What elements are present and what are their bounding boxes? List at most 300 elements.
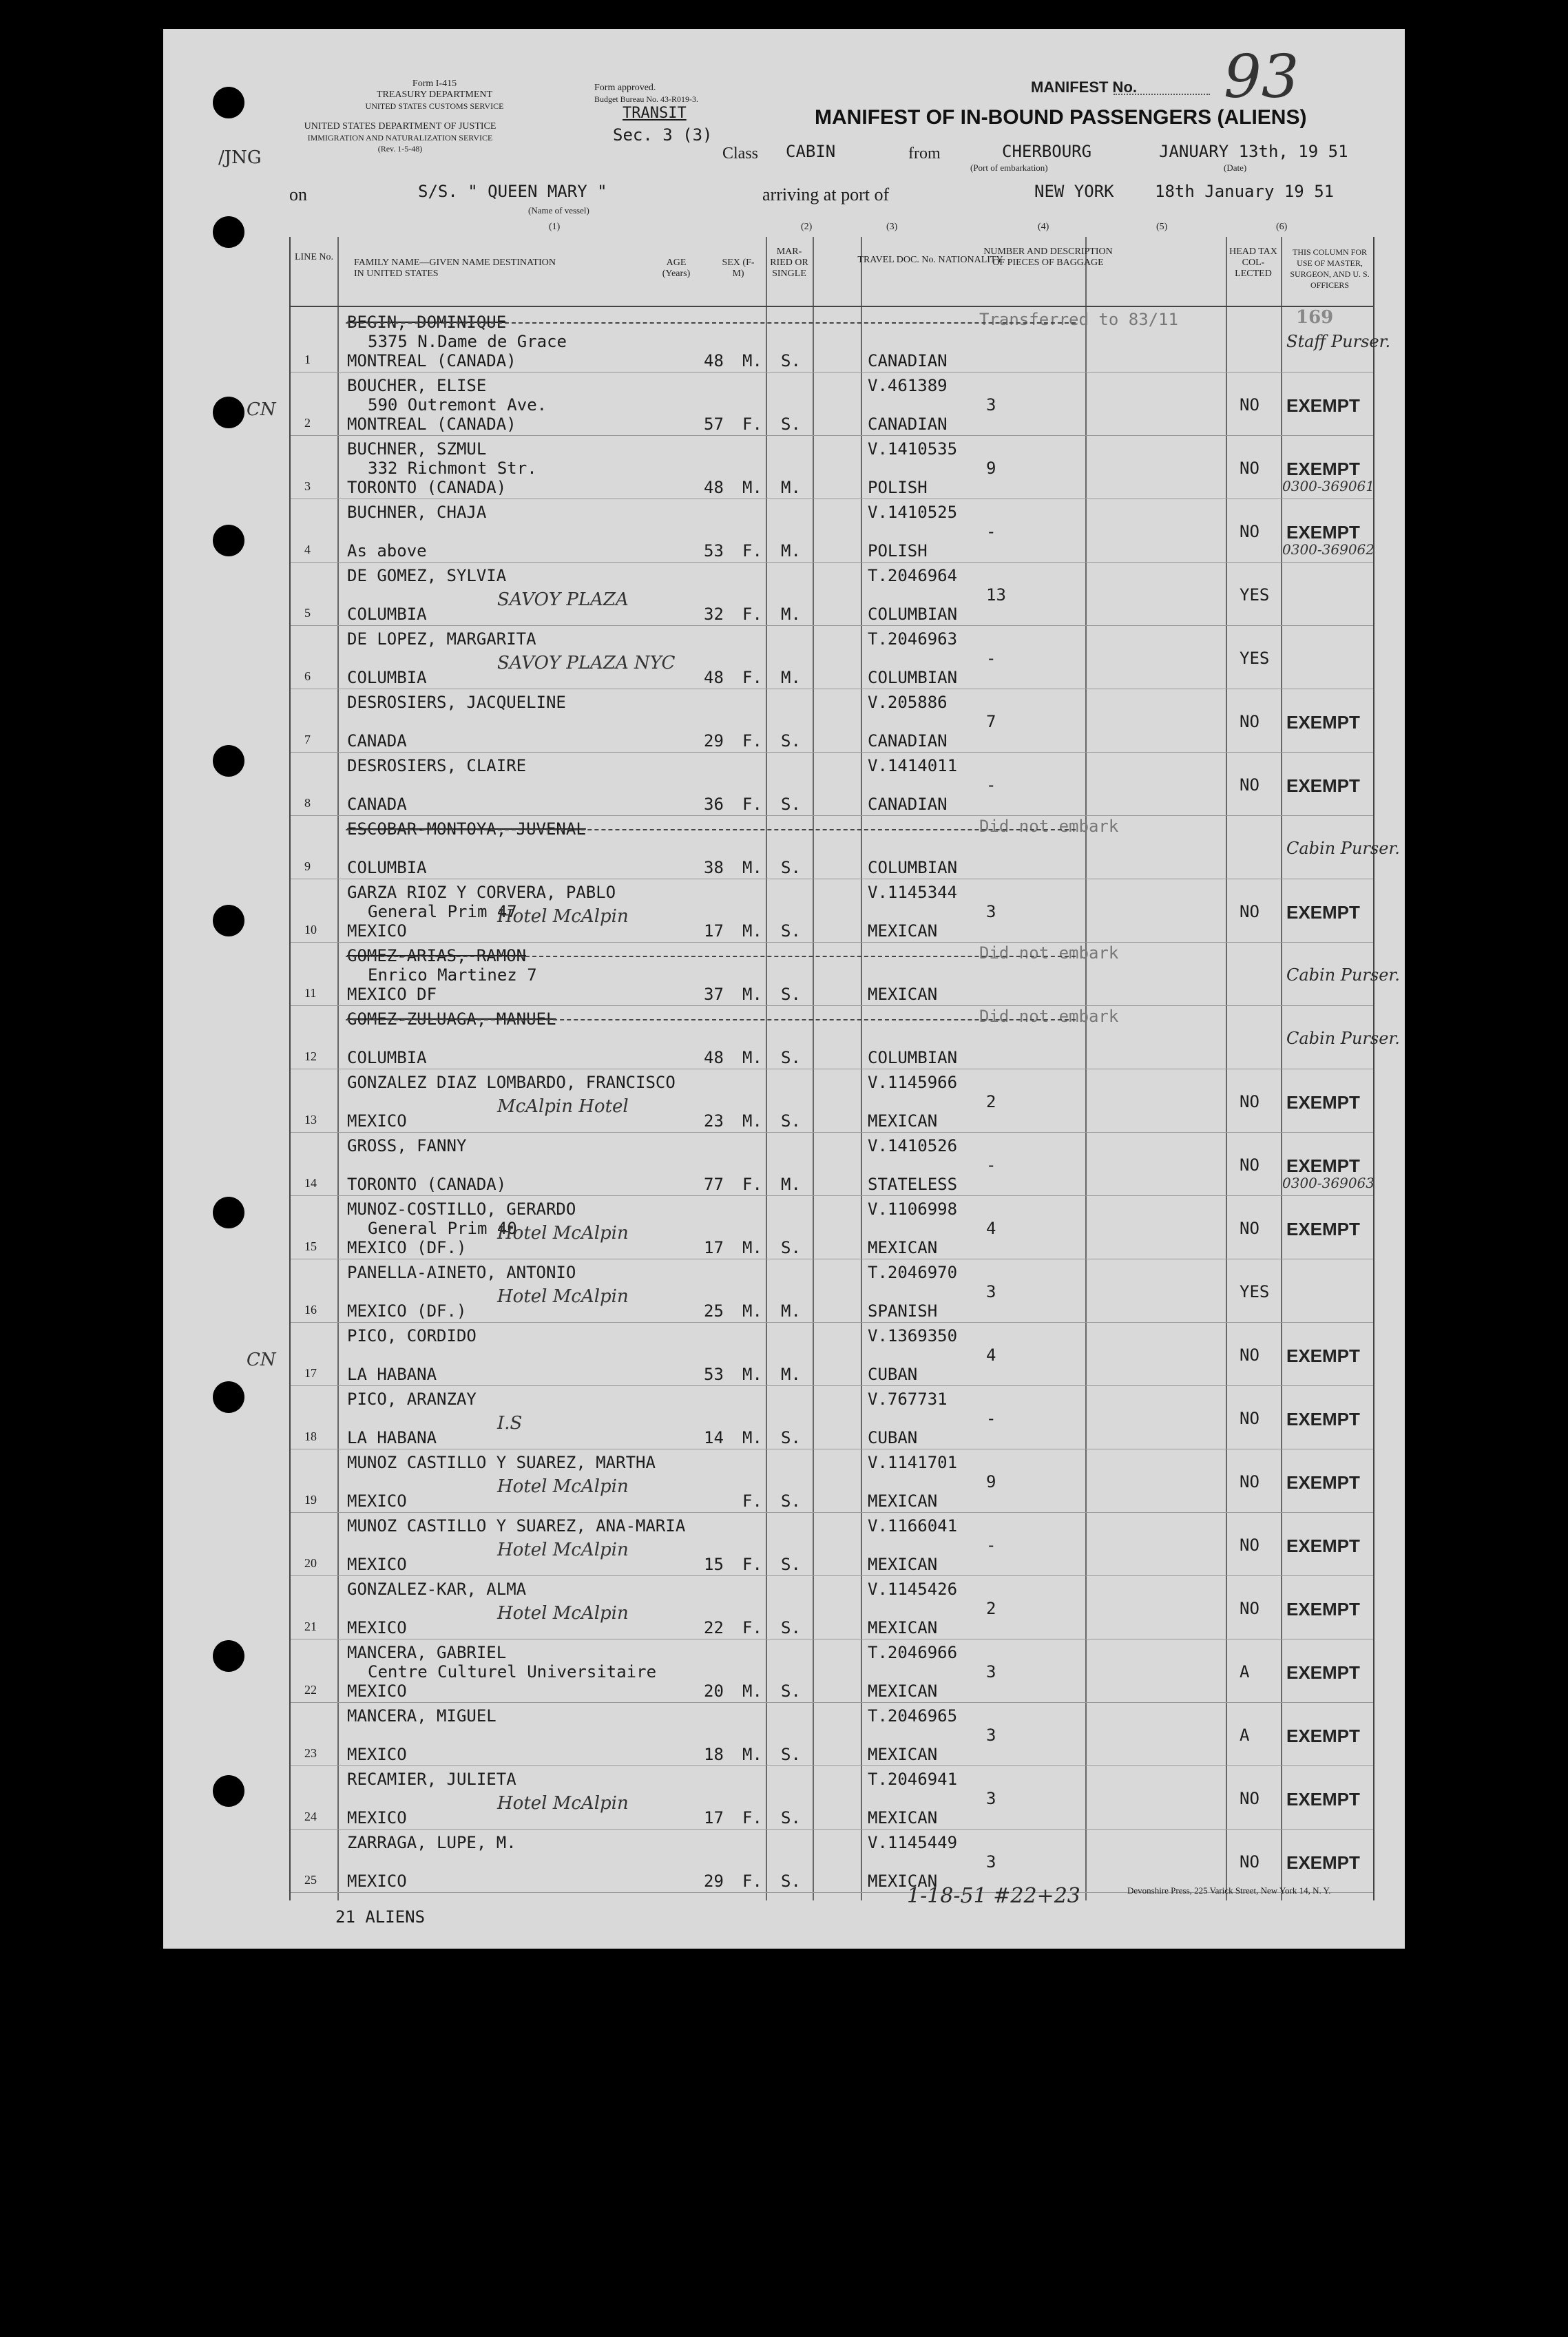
handwritten-note: CN bbox=[247, 399, 276, 420]
table-row bbox=[291, 1829, 1373, 1893]
passenger-name: GARZA RIOZ Y CORVERA, PABLO bbox=[347, 883, 616, 902]
line-number: 7 bbox=[304, 733, 311, 746]
officer-remark: EXEMPT bbox=[1286, 1536, 1360, 1556]
table-row bbox=[291, 1259, 1373, 1323]
table-row bbox=[291, 1195, 1373, 1259]
line-number: 4 bbox=[304, 543, 311, 556]
budget-bureau: Budget Bureau No. 43-R019-3. bbox=[594, 94, 698, 104]
destination: MONTREAL (CANADA) bbox=[347, 351, 516, 370]
address-line: Enrico Martinez 7 bbox=[368, 965, 537, 985]
age: 37 bbox=[704, 985, 724, 1004]
travel-doc-number: T.2046964 bbox=[868, 566, 958, 585]
travel-doc-number: T.2046941 bbox=[868, 1770, 958, 1789]
baggage: 3 bbox=[986, 1662, 996, 1681]
handwritten-note: Hotel McAlpin bbox=[497, 1286, 629, 1307]
destination: LA HABANA bbox=[347, 1428, 437, 1447]
marital-status: S. bbox=[781, 731, 801, 751]
table-row bbox=[291, 1702, 1373, 1766]
manifest-no-label: MANIFEST No. bbox=[1031, 78, 1137, 96]
officer-remark: EXEMPT bbox=[1286, 1472, 1360, 1493]
passenger-name: PANELLA-AINETO, ANTONIO bbox=[347, 1263, 576, 1282]
table-row bbox=[291, 499, 1373, 563]
marital-status: S. bbox=[781, 1681, 801, 1701]
baggage: 2 bbox=[986, 1599, 996, 1618]
passenger-name: DESROSIERS, CLAIRE bbox=[347, 756, 527, 775]
age: 77 bbox=[704, 1175, 724, 1194]
travel-doc-number: V.1145966 bbox=[868, 1073, 958, 1092]
travel-doc-number: V.1145344 bbox=[868, 883, 958, 902]
vessel-caption: (Name of vessel) bbox=[528, 205, 589, 216]
sex: M. bbox=[742, 858, 762, 877]
age: 17 bbox=[704, 1238, 724, 1257]
age: 15 bbox=[704, 1555, 724, 1574]
arrival-port: NEW YORK bbox=[1034, 182, 1114, 201]
sex: F. bbox=[742, 415, 762, 434]
sex: F. bbox=[742, 1808, 762, 1827]
officer-remark: Cabin Purser. bbox=[1286, 1029, 1400, 1048]
head-tax: NO bbox=[1240, 775, 1259, 795]
passenger-name: GOMEZ-ARIAS, RAMON bbox=[347, 946, 527, 965]
line-number: 24 bbox=[304, 1810, 317, 1823]
nationality: MEXICAN bbox=[868, 1618, 938, 1637]
baggage: 3 bbox=[986, 1789, 996, 1808]
baggage: 3 bbox=[986, 1726, 996, 1745]
marital-status: S. bbox=[781, 1428, 801, 1447]
manifest-number: 93 bbox=[1224, 43, 1299, 112]
passenger-name: DESROSIERS, JACQUELINE bbox=[347, 693, 566, 712]
officer-remark: EXEMPT bbox=[1286, 1852, 1360, 1873]
baggage: 9 bbox=[986, 459, 996, 478]
age: 48 bbox=[704, 478, 724, 497]
passenger-name: PICO, ARANZAY bbox=[347, 1390, 477, 1409]
officer-remark: EXEMPT bbox=[1286, 1092, 1360, 1113]
col-number-3: (3) bbox=[886, 222, 898, 232]
table-row bbox=[291, 1069, 1373, 1133]
sex: M. bbox=[742, 1428, 762, 1447]
departure-date: JANUARY 13th, 19 51 bbox=[1159, 142, 1348, 161]
col-number-6: (6) bbox=[1276, 222, 1288, 232]
travel-doc-number: V.1141701 bbox=[868, 1453, 958, 1472]
form-approved: Form approved. bbox=[594, 83, 656, 93]
baggage: 3 bbox=[986, 1852, 996, 1872]
justice-dept: UNITED STATES DEPARTMENT OF JUSTICE bbox=[304, 121, 496, 132]
marital-status: S. bbox=[781, 1872, 801, 1891]
marital-status: S. bbox=[781, 1111, 801, 1131]
destination: MEXICO bbox=[347, 921, 407, 941]
officer-remark: EXEMPT bbox=[1286, 1155, 1360, 1176]
passenger-table bbox=[247, 237, 1400, 1900]
destination: MEXICO bbox=[347, 1745, 407, 1764]
marital-status: S. bbox=[781, 351, 801, 370]
travel-doc-number: V.1369350 bbox=[868, 1326, 958, 1345]
age: 23 bbox=[704, 1111, 724, 1131]
handwritten-note: Hotel McAlpin bbox=[497, 1476, 629, 1497]
age: 57 bbox=[704, 415, 724, 434]
nationality: CANADIAN bbox=[868, 415, 948, 434]
punch-hole bbox=[213, 1640, 244, 1672]
col-header-married: MAR-RIED OR SINGLE bbox=[770, 247, 808, 279]
line-number: 6 bbox=[304, 669, 311, 683]
travel-doc-number: T.2046966 bbox=[868, 1643, 958, 1662]
margin-initials: /JNG bbox=[218, 147, 262, 168]
handwritten-note: SAVOY PLAZA bbox=[497, 589, 629, 610]
age: 17 bbox=[704, 1808, 724, 1827]
age: 48 bbox=[704, 668, 724, 687]
officer-remark: EXEMPT bbox=[1286, 1219, 1360, 1239]
immigration-service: IMMIGRATION AND NATURALIZATION SERVICE bbox=[307, 133, 493, 143]
marital-status: S. bbox=[781, 1555, 801, 1574]
travel-doc-number: V.1145449 bbox=[868, 1833, 958, 1852]
from-label: from bbox=[908, 145, 941, 163]
officer-remark: EXEMPT bbox=[1286, 1345, 1360, 1366]
passenger-name: ZARRAGA, LUPE, M. bbox=[347, 1833, 516, 1852]
head-tax: YES bbox=[1240, 1282, 1270, 1301]
baggage: Transferred to 83/11 bbox=[979, 310, 1178, 329]
punch-hole bbox=[213, 905, 244, 936]
handwritten-footer-note: 1-18-51 #22+23 bbox=[907, 1884, 1080, 1908]
head-tax: NO bbox=[1240, 1092, 1259, 1111]
manifest-page bbox=[163, 29, 1405, 1949]
col-header-travel-doc: TRAVEL DOC. No. NATIONALITY bbox=[857, 255, 1003, 265]
nationality: MEXICAN bbox=[868, 1872, 938, 1891]
line-number: 23 bbox=[304, 1746, 317, 1760]
travel-doc-number: V.767731 bbox=[868, 1390, 948, 1409]
sex: F. bbox=[742, 1555, 762, 1574]
on-label: on bbox=[289, 185, 307, 205]
line-number: 8 bbox=[304, 796, 311, 810]
punch-hole bbox=[213, 525, 244, 556]
handwritten-note: 0300-369061 bbox=[1282, 478, 1375, 494]
age: 29 bbox=[704, 1872, 724, 1891]
strike-dash-line bbox=[346, 956, 1076, 957]
baggage: 9 bbox=[986, 1472, 996, 1491]
punch-hole bbox=[213, 745, 244, 777]
table-row bbox=[291, 435, 1373, 499]
table-row bbox=[291, 1005, 1400, 1069]
column-headers bbox=[291, 237, 1373, 307]
sex: M. bbox=[742, 1238, 762, 1257]
address-line: Centre Culturel Universitaire bbox=[368, 1662, 657, 1681]
passenger-name: BUCHNER, SZMUL bbox=[347, 439, 487, 459]
nationality: MEXICAN bbox=[868, 921, 938, 941]
port-caption: (Port of embarkation) bbox=[970, 163, 1048, 173]
line-number: 5 bbox=[304, 606, 311, 620]
age: 48 bbox=[704, 1048, 724, 1067]
nationality: MEXICAN bbox=[868, 1238, 938, 1257]
destination: COLUMBIA bbox=[347, 605, 427, 624]
passenger-name: ESCOBAR-MONTOYA, JUVENAL bbox=[347, 819, 586, 839]
handwritten-note: I.S bbox=[497, 1413, 523, 1434]
baggage: - bbox=[986, 775, 996, 795]
passenger-name: MANCERA, GABRIEL bbox=[347, 1643, 507, 1662]
col-header-officers: THIS COLUMN FOR USE OF MASTER, SURGEON, AND U. S. OFFICERS bbox=[1290, 247, 1370, 290]
table-row bbox=[291, 689, 1373, 753]
punch-hole bbox=[213, 1381, 244, 1413]
address-line: General Prim 40 bbox=[368, 1219, 517, 1238]
class-value: CABIN bbox=[786, 142, 836, 161]
officer-remark: EXEMPT bbox=[1286, 459, 1360, 479]
officer-remark: EXEMPT bbox=[1286, 712, 1360, 733]
destination: COLUMBIA bbox=[347, 858, 427, 877]
travel-doc-number: V.1145426 bbox=[868, 1580, 958, 1599]
baggage: 3 bbox=[986, 395, 996, 415]
nationality: COLUMBIAN bbox=[868, 1048, 958, 1067]
handwritten-note: CN bbox=[247, 1350, 276, 1370]
nationality: CANADIAN bbox=[868, 731, 948, 751]
destination: As above bbox=[347, 541, 427, 560]
line-number: 18 bbox=[304, 1429, 317, 1443]
nationality: MEXICAN bbox=[868, 1555, 938, 1574]
section-label: Sec. 3 (3) bbox=[613, 125, 713, 145]
handwritten-note: Hotel McAlpin bbox=[497, 906, 629, 927]
baggage: Did not embark bbox=[979, 943, 1119, 963]
table-row bbox=[247, 372, 1373, 436]
form-number: Form I-415 bbox=[412, 78, 457, 89]
travel-doc-number: T.2046965 bbox=[868, 1706, 958, 1726]
table-row bbox=[291, 1639, 1373, 1703]
date-caption: (Date) bbox=[1224, 163, 1247, 173]
baggage: - bbox=[986, 1536, 996, 1555]
manifest-no-line bbox=[1114, 94, 1210, 95]
class-label: Class bbox=[722, 145, 759, 163]
head-tax: NO bbox=[1240, 712, 1259, 731]
nationality: CUBAN bbox=[868, 1428, 918, 1447]
line-number: 21 bbox=[304, 1620, 317, 1633]
table-row bbox=[291, 625, 1373, 689]
line-number: 13 bbox=[304, 1113, 317, 1126]
baggage: Did not embark bbox=[979, 1007, 1119, 1026]
destination: COLUMBIA bbox=[347, 668, 427, 687]
head-tax: NO bbox=[1240, 522, 1259, 541]
officer-remark: EXEMPT bbox=[1286, 395, 1360, 416]
nationality: MEXICAN bbox=[868, 985, 938, 1004]
sex: M. bbox=[742, 921, 762, 941]
head-tax: YES bbox=[1240, 585, 1270, 605]
officer-remark: EXEMPT bbox=[1286, 522, 1360, 543]
customs-service: UNITED STATES CUSTOMS SERVICE bbox=[365, 101, 504, 111]
officer-remark: EXEMPT bbox=[1286, 1409, 1360, 1429]
head-tax: NO bbox=[1240, 1345, 1259, 1365]
passenger-name: RECAMIER, JULIETA bbox=[347, 1770, 516, 1789]
line-number: 20 bbox=[304, 1556, 317, 1570]
line-number: 10 bbox=[304, 923, 317, 936]
table-row bbox=[291, 815, 1400, 879]
head-tax: NO bbox=[1240, 1599, 1259, 1618]
marital-status: M. bbox=[781, 605, 801, 624]
sex: M. bbox=[742, 478, 762, 497]
col-header-head-tax: HEAD TAX COL-LECTED bbox=[1229, 247, 1277, 279]
nationality: SPANISH bbox=[868, 1301, 938, 1321]
age: 32 bbox=[704, 605, 724, 624]
treasury-dept: TREASURY DEPARTMENT bbox=[376, 90, 493, 100]
nationality: CANADIAN bbox=[868, 795, 948, 814]
marital-status: M. bbox=[781, 668, 801, 687]
passenger-name: BOUCHER, ELISE bbox=[347, 376, 487, 395]
line-number: 19 bbox=[304, 1493, 317, 1507]
passenger-name: MUNOZ CASTILLO Y SUAREZ, ANA-MARIA bbox=[347, 1516, 686, 1536]
line-number: 16 bbox=[304, 1303, 317, 1317]
sex: M. bbox=[742, 1365, 762, 1384]
punch-hole bbox=[213, 1197, 244, 1228]
nationality: STATELESS bbox=[868, 1175, 958, 1194]
travel-doc-number: V.1410526 bbox=[868, 1136, 958, 1155]
handwritten-note: 0300-369062 bbox=[1282, 541, 1375, 558]
handwritten-note: Hotel McAlpin bbox=[497, 1603, 629, 1624]
sex: F. bbox=[742, 795, 762, 814]
passenger-name: GOMEZ-ZULUAGA, MANUEL bbox=[347, 1009, 556, 1029]
vessel-name: S/S. " QUEEN MARY " bbox=[418, 182, 607, 201]
marital-status: S. bbox=[781, 1808, 801, 1827]
port-of-embarkation: CHERBOURG bbox=[1002, 142, 1092, 161]
col-header-age: AGE (Years) bbox=[662, 258, 691, 279]
age: 22 bbox=[704, 1618, 724, 1637]
baggage: 3 bbox=[986, 1282, 996, 1301]
nationality: MEXICAN bbox=[868, 1681, 938, 1701]
col-header-name: FAMILY NAME—GIVEN NAME DESTINATION IN UNITED STATES bbox=[354, 258, 556, 279]
sex: F. bbox=[742, 731, 762, 751]
age: 18 bbox=[704, 1745, 724, 1764]
marital-status: M. bbox=[781, 541, 801, 560]
handwritten-note: Hotel McAlpin bbox=[497, 1540, 629, 1560]
handwritten-note: 0300-369063 bbox=[1282, 1175, 1375, 1191]
handwritten-note: Hotel McAlpin bbox=[497, 1793, 629, 1814]
sex: M. bbox=[742, 985, 762, 1004]
head-tax: NO bbox=[1240, 902, 1259, 921]
marital-status: S. bbox=[781, 1238, 801, 1257]
destination: CANADA bbox=[347, 731, 407, 751]
destination: MEXICO bbox=[347, 1872, 407, 1891]
line-number: 12 bbox=[304, 1049, 317, 1063]
nationality: CANADIAN bbox=[868, 351, 948, 370]
col-number-1: (1) bbox=[549, 222, 561, 232]
baggage: 2 bbox=[986, 1092, 996, 1111]
destination: MEXICO bbox=[347, 1111, 407, 1131]
sex: F. bbox=[742, 1872, 762, 1891]
sex: F. bbox=[742, 541, 762, 560]
passenger-name: GROSS, FANNY bbox=[347, 1136, 467, 1155]
nationality: MEXICAN bbox=[868, 1745, 938, 1764]
officer-remark: Cabin Purser. bbox=[1286, 965, 1400, 985]
aliens-total: 21 ALIENS bbox=[335, 1907, 426, 1927]
sex: M. bbox=[742, 1048, 762, 1067]
head-tax: NO bbox=[1240, 1852, 1259, 1872]
line-number: 11 bbox=[304, 986, 317, 1000]
line-number: 1 bbox=[304, 353, 311, 366]
handwritten-note: Hotel McAlpin bbox=[497, 1223, 629, 1244]
officer-remark: EXEMPT bbox=[1286, 1726, 1360, 1746]
head-tax: NO bbox=[1240, 459, 1259, 478]
strike-dash-line bbox=[346, 829, 1076, 830]
officer-remark: Cabin Purser. bbox=[1286, 839, 1400, 858]
head-tax: YES bbox=[1240, 649, 1270, 668]
destination: CANADA bbox=[347, 795, 407, 814]
col-header-line: LINE No. bbox=[295, 252, 333, 262]
destination: LA HABANA bbox=[347, 1365, 437, 1384]
nationality: MEXICAN bbox=[868, 1491, 938, 1511]
officer-remark: EXEMPT bbox=[1286, 775, 1360, 796]
destination: MEXICO bbox=[347, 1491, 407, 1511]
passenger-name: BEGIN, DOMINIQUE bbox=[347, 313, 507, 332]
line-number: 9 bbox=[304, 859, 311, 873]
destination: TORONTO (CANADA) bbox=[347, 1175, 507, 1194]
form-revision: (Rev. 1-5-48) bbox=[377, 144, 423, 154]
destination: COLUMBIA bbox=[347, 1048, 427, 1067]
line-number: 17 bbox=[304, 1366, 317, 1380]
sex: M. bbox=[742, 1681, 762, 1701]
line-number: 15 bbox=[304, 1239, 317, 1253]
sex: M. bbox=[742, 1301, 762, 1321]
table-row bbox=[291, 1512, 1373, 1576]
punch-hole bbox=[213, 397, 244, 428]
marital-status: S. bbox=[781, 1745, 801, 1764]
age: 48 bbox=[704, 351, 724, 370]
nationality: MEXICAN bbox=[868, 1808, 938, 1827]
officer-remark: EXEMPT bbox=[1286, 902, 1360, 923]
address-line: General Prim 47 bbox=[368, 902, 517, 921]
nationality: POLISH bbox=[868, 541, 928, 560]
travel-doc-number: T.2046970 bbox=[868, 1263, 958, 1282]
destination: MONTREAL (CANADA) bbox=[347, 415, 516, 434]
head-tax: NO bbox=[1240, 1472, 1259, 1491]
destination: MEXICO bbox=[347, 1681, 407, 1701]
passenger-name: DE LOPEZ, MARGARITA bbox=[347, 629, 536, 649]
age: 53 bbox=[704, 1365, 724, 1384]
destination: MEXICO (DF.) bbox=[347, 1238, 467, 1257]
transit-label: TRANSIT bbox=[623, 105, 687, 122]
col-number-5: (5) bbox=[1156, 222, 1168, 232]
officer-remark: Staff Purser. bbox=[1286, 332, 1391, 351]
marital-status: S. bbox=[781, 415, 801, 434]
sex: F. bbox=[742, 668, 762, 687]
table-row bbox=[291, 752, 1373, 816]
travel-doc-number: V.1410525 bbox=[868, 503, 958, 522]
passenger-name: MUNOZ-COSTILLO, GERARDO bbox=[347, 1199, 576, 1219]
marital-status: M. bbox=[781, 478, 801, 497]
col-number-4: (4) bbox=[1038, 222, 1049, 232]
punch-hole bbox=[213, 87, 244, 118]
table-row bbox=[291, 1575, 1373, 1639]
passenger-name: PICO, CORDIDO bbox=[347, 1326, 477, 1345]
destination: MEXICO DF bbox=[347, 985, 437, 1004]
passenger-name: GONZALEZ DIAZ LOMBARDO, FRANCISCO bbox=[347, 1073, 676, 1092]
table-row bbox=[247, 1322, 1373, 1386]
arriving-label: arriving at port of bbox=[762, 185, 890, 205]
head-tax: NO bbox=[1240, 1219, 1259, 1238]
nationality: COLUMBIAN bbox=[868, 668, 958, 687]
sex: M. bbox=[742, 1745, 762, 1764]
nationality: POLISH bbox=[868, 478, 928, 497]
col-header-baggage: NUMBER AND DESCRIPTION OF PIECES OF BAGGAGE bbox=[983, 247, 1113, 268]
age: 53 bbox=[704, 541, 724, 560]
travel-doc-number: V.1106998 bbox=[868, 1199, 958, 1219]
baggage: 4 bbox=[986, 1219, 996, 1238]
age: 36 bbox=[704, 795, 724, 814]
age: 38 bbox=[704, 858, 724, 877]
destination: MEXICO (DF.) bbox=[347, 1301, 467, 1321]
baggage: 3 bbox=[986, 902, 996, 921]
officer-remark: EXEMPT bbox=[1286, 1789, 1360, 1810]
destination: MEXICO bbox=[347, 1555, 407, 1574]
nationality: MEXICAN bbox=[868, 1111, 938, 1131]
address-line: 332 Richmont Str. bbox=[368, 459, 537, 478]
marital-status: S. bbox=[781, 858, 801, 877]
age: 14 bbox=[704, 1428, 724, 1447]
table-row bbox=[291, 307, 1391, 373]
marital-status: M. bbox=[781, 1175, 801, 1194]
address-line: 5375 N.Dame de Grace bbox=[368, 332, 567, 351]
age: 17 bbox=[704, 921, 724, 941]
travel-doc-number: V.1414011 bbox=[868, 756, 958, 775]
